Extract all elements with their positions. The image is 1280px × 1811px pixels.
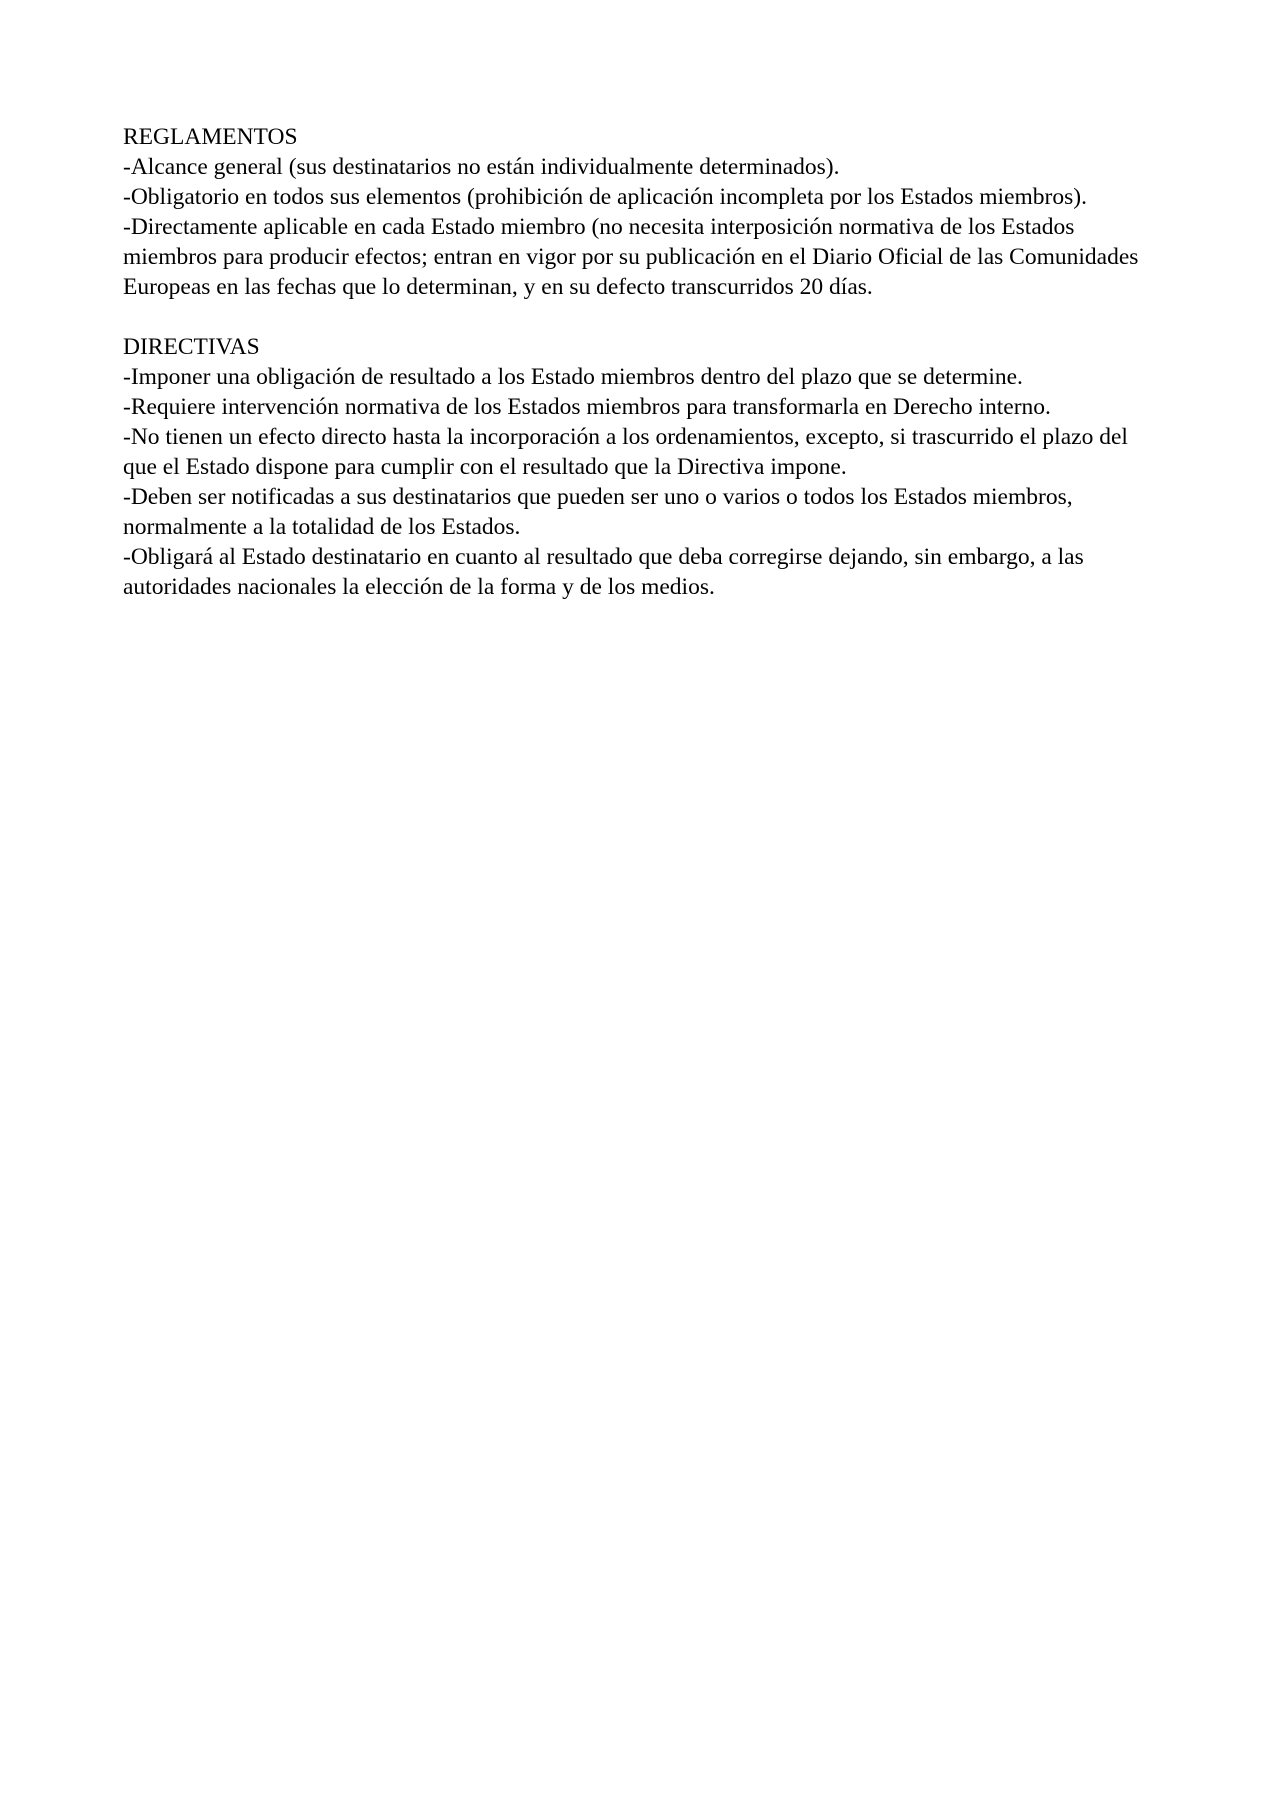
list-item: -Requiere intervención normativa de los Estados miembros para transformarla en Derecho interno. (123, 394, 1051, 420)
list-item: -Obligará al Estado destinatario en cuanto al resultado que deba corregirse dejando, sin embargo, a las autoridades nacionales la elección de la forma y de los medios. (123, 544, 1084, 600)
section-heading: DIRECTIVAS (123, 334, 260, 360)
section-reglamentos (123, 122, 1163, 302)
section-heading: REGLAMENTOS (123, 124, 298, 150)
list-item: -Imponer una obligación de resultado a los Estado miembros dentro del plazo que se determine. (123, 364, 1023, 390)
document-body (123, 122, 1163, 602)
list-item: -Obligatorio en todos sus elementos (prohibición de aplicación incompleta por los Estados miembros). (123, 184, 1087, 210)
list-item: -Directamente aplicable en cada Estado miembro (no necesita interposición normativa de los Estados miembros para producir efectos; entran en vigor por su publicación en el Diario Oficial de las Comunidades Europeas en las fechas que lo determinan, y en su defecto transcurridos 20 días. (123, 214, 1139, 300)
list-item: -Deben ser notificadas a sus destinatarios que pueden ser uno o varios o todos los Estados miembros, normalmente a la totalidad de los Estados. (123, 484, 1073, 540)
list-item: -Alcance general (sus destinatarios no están individualmente determinados). (123, 154, 840, 180)
list-item: -No tienen un efecto directo hasta la incorporación a los ordenamientos, excepto, si trascurrido el plazo del que el Estado dispone para cumplir con el resultado que la Directiva impone. (123, 424, 1128, 480)
section-directivas (123, 332, 1163, 602)
